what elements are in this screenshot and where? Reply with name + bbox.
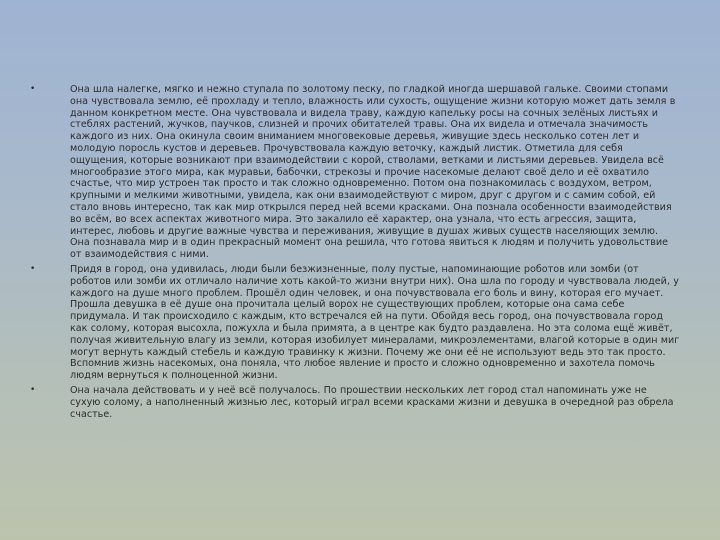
bullet-item	[30, 385, 680, 420]
bullet-item	[30, 84, 680, 261]
bullet-marker: •	[30, 384, 36, 395]
bullet-list	[30, 84, 680, 423]
bullet-item	[30, 264, 680, 382]
bullet-marker: •	[30, 84, 36, 94]
bullet-text: Она шла налегке, мягко и нежно ступала по золотому песку, по гладкой иногда шершавой гальке. Своими стопами она чувствовала землю, её прохладу и тепло, влажность или сухость, ощущение жизни которую может дать земля в данном конкретном месте. Она чувствовала и видела траву, каждую капельку росы на сочных зелёных листьях и стеблях растений, жучков, паучков, слизней и прочих обитателей травы. Она их видела и отмечала значимость каждого из них. Она окинула своим вниманием многовековые деревья, живущие здесь несколько сотен лет и молодую поросль кустов и деревьев. Прочувствовала каждую веточку, каждый листик. Отметила для себя ощущения, которые возникают при взаимодействии с корой, стволами, ветками и листьями деревьев. Увидела всё многообразие этого мира, как муравьи, бабочки, стрекозы и прочие насекомые делают своё дело и её охватило счастье, что мир устроен так просто и так сложно одновременно. Потом она познакомилась с воздухом, ветром, крупными и мелкими животными, увидела, как они взаимодействуют с миром, друг с другом и с самим собой, ей стало вновь интересно, так как мир открылся перед ней всеми красками. Она познала особенности взаимодействия во всём, во всех аспектах животного мира. Это закалило её характер, она узнала, что есть агрессия, защита, интерес, любовь и другие важные чувства и переживания, живущие в душах живых существ населяющих землю. Она познавала мир и в один прекрасный момент она решила, что готова явиться к людям и получить удовольствие от взаимодействия с ними.	[70, 84, 676, 261]
bullet-text: Придя в город, она удивилась, люди были безжизненные, полу пустые, напоминающие роботов или зомби (от роботов или зомби их отличало наличие хоть какой-то жизни внутри них). Она шла по городу и чувствовала людей, у каждого на душе много проблем. Прошёл один человек, и она почувствовала его боль и вину, которая его мучает. Прошла девушка в её душе она прочитала целый ворох не существующих проблем, которые она сама себе придумала. И так происходило с каждым, кто встречался ей на пути. Обойдя весь город, она почувствовала город как солому, которая высохла, пожухла и была примята, а в центре как будто раздавлена. Но эта солома ещё живёт, получая живительную влагу из земли, которая изобилует минералами, микроэлементами, влагой которые в один миг могут вернуть каждый стебель и каждую травинку к жизни. Почему же они её не используют ведь это так просто. Вспомнив жизнь насекомых, она поняла, что любое явление и просто и сложно одновременно и захотела помочь людям вернуться к полноценной жизни.	[70, 263, 680, 382]
bullet-marker: •	[30, 263, 36, 274]
bullet-text: Она начала действовать и у неё всё получалось. По прошествии нескольких лет город стал напоминать уже не сухую солому, а наполненный жизнью лес, который играл всеми красками жизни и девушка в очередной раз обрела счастье.	[70, 384, 674, 420]
